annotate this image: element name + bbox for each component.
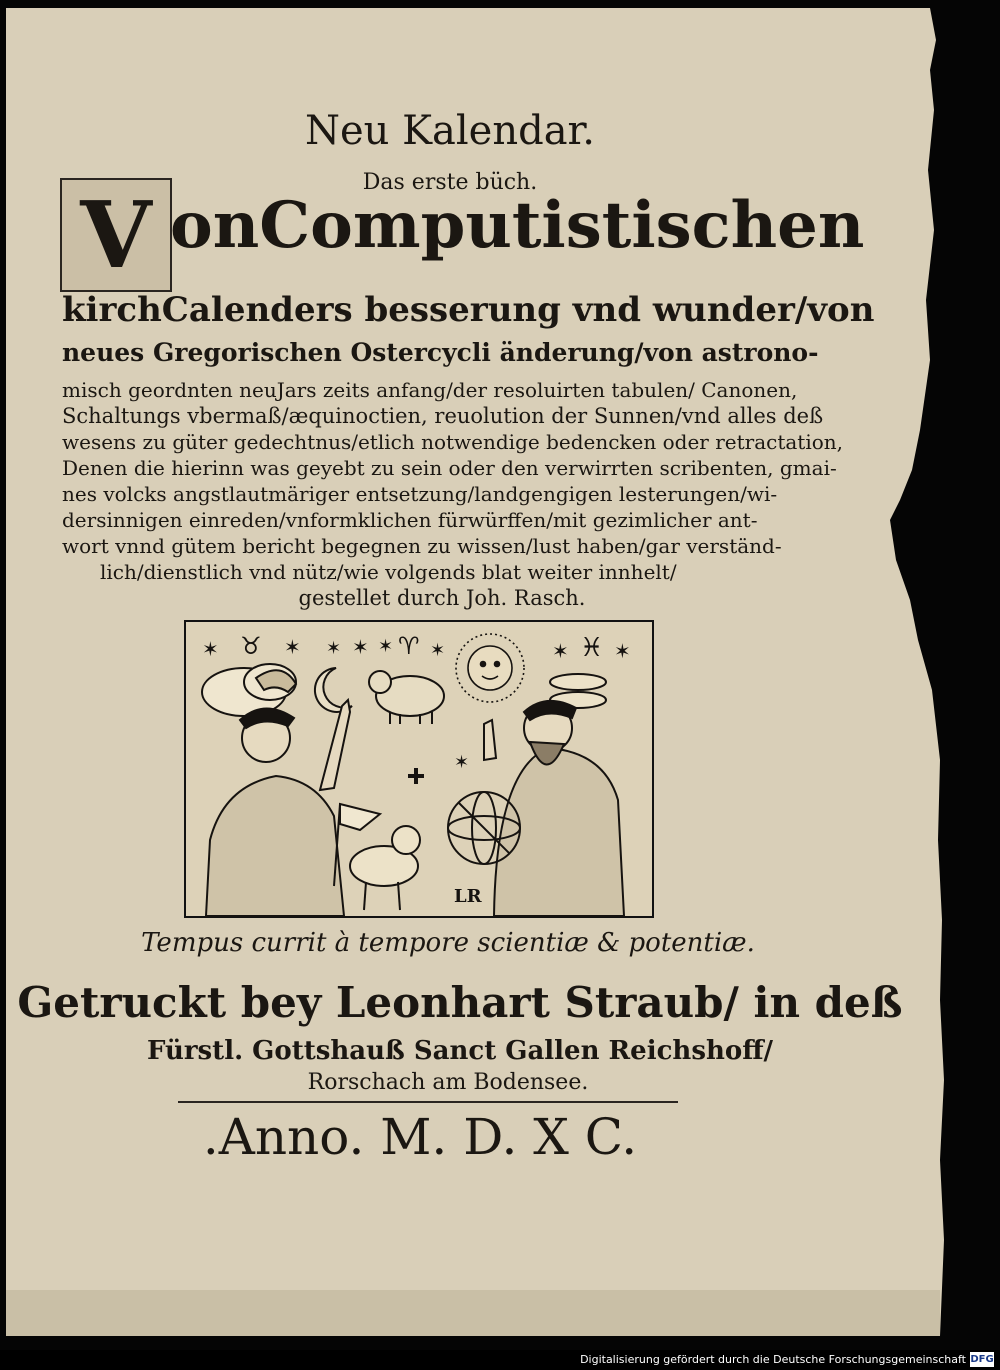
printer-line-2: Fürstl. Gottshauß Sanct Gallen Reichshoff/ — [146, 1036, 774, 1066]
funding-credit: Digitalisierung gefördert durch die Deutsche Forschungsgemeinschaft — [580, 1353, 966, 1366]
svg-text:✶: ✶ — [454, 752, 470, 773]
book-title: Neu Kalendar. — [305, 108, 595, 154]
svg-text:✶: ✶ — [378, 636, 394, 657]
svg-text:✶: ✶ — [352, 635, 369, 659]
main-heading: onComputistischen — [170, 188, 865, 263]
woodcut-monogram: LR — [454, 886, 482, 907]
dfg-logo: DFG — [970, 1354, 994, 1365]
body-line: misch geordnten neuJars zeits anfang/der resoluirten tabulen/ Canonen, — [62, 378, 798, 402]
decorated-initial-letter — [60, 178, 172, 292]
latin-motto: Tempus currit à tempore scientiæ & potentiæ. — [141, 928, 755, 958]
svg-text:✶: ✶ — [284, 635, 301, 659]
book-subtitle: Das erste büch. — [362, 170, 538, 195]
woodcut-illustration — [184, 620, 654, 918]
body-line: Schaltungs vbermaß/æquinoctien, reuolution der Sunnen/vnd alles deß — [62, 404, 824, 428]
printer-line-3: Rorschach am Bodensee. — [307, 1070, 589, 1095]
svg-text:✶: ✶ — [326, 638, 342, 659]
body-line: wesens zu güter gedechtnus/etlich notwendige bedencken oder retractation, — [62, 430, 844, 454]
svg-text:✶: ✶ — [614, 639, 631, 663]
author-line: gestellet durch Joh. Rasch. — [298, 586, 586, 610]
publication-year: .Anno. M. D. X C. — [202, 1108, 638, 1166]
taurus-symbol: ♉ — [240, 632, 262, 660]
body-line: kirchCalenders besserung vnd wunder/von — [62, 290, 875, 330]
body-line: dersinnigen einreden/vnformklichen fürwürffen/mit gezimlicher ant- — [62, 508, 758, 532]
pisces-symbol: ♓ — [580, 633, 604, 663]
body-line: nes volcks angstlautmäriger entsetzung/landgengigen lesterungen/wi- — [62, 482, 778, 506]
body-line: wort vnnd gütem bericht begegnen zu wissen/lust haben/gar verständ- — [62, 534, 782, 558]
svg-text:✶: ✶ — [430, 640, 446, 661]
svg-text:✶: ✶ — [202, 637, 219, 661]
divider-rule — [178, 1101, 678, 1103]
svg-text:✶: ✶ — [552, 639, 569, 663]
body-line: neues Gregorischen Ostercycli änderung/von astrono- — [62, 338, 819, 367]
aries-symbol: ♈ — [398, 632, 420, 660]
initial-letter-glyph: V — [80, 181, 152, 289]
body-line: lich/dienstlich vnd nütz/wie volgends blat weiter innhelt/ — [100, 560, 677, 584]
body-line: Denen die hierinn was geyebt zu sein oder den verwirrten scribenten, gmai- — [62, 456, 837, 480]
printer-line-1: Getruckt bey Leonhart Straub/ in deß — [17, 978, 903, 1027]
